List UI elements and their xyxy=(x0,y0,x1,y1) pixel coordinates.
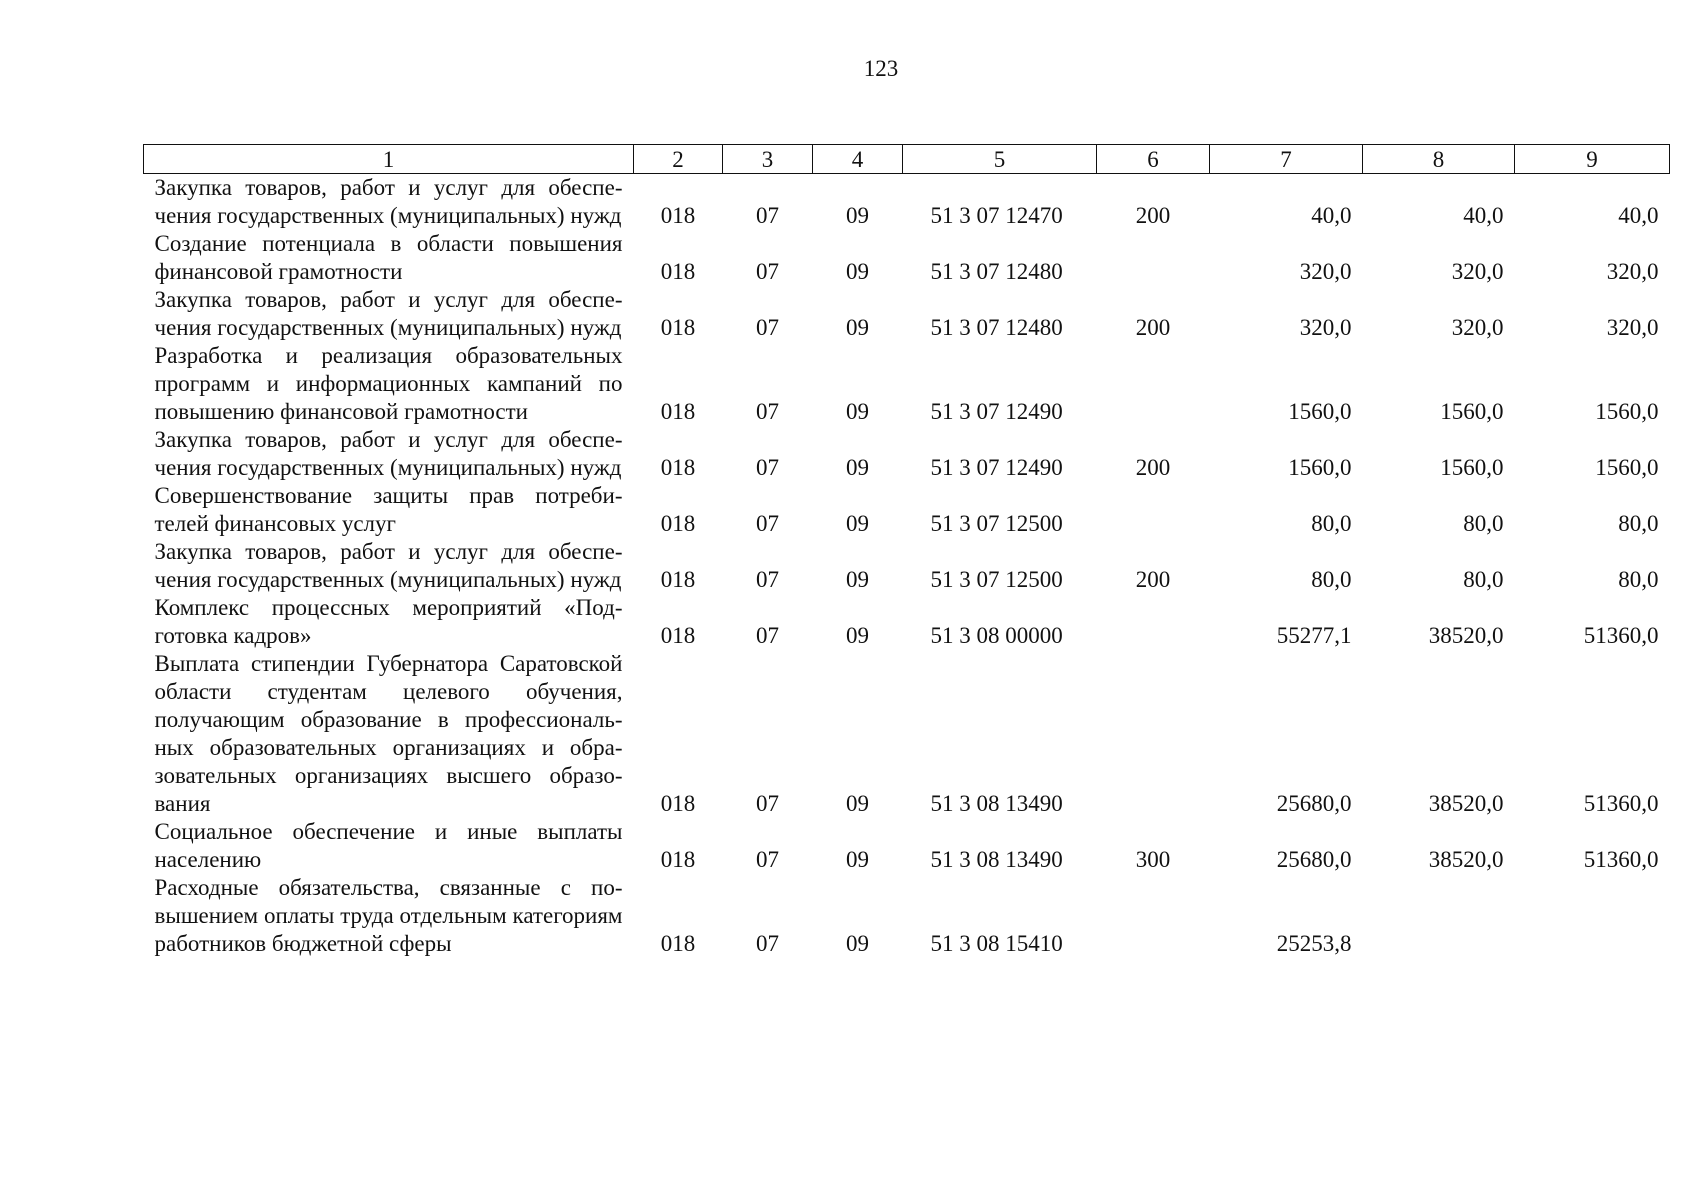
subsection-code: 09 xyxy=(846,623,869,648)
column-header: 9 xyxy=(1515,145,1670,174)
row-description: Закупка товаров, работ и услуг для обеспечения государственных (муниципальных) нужд xyxy=(154,539,623,592)
amount-col9: 320,0 xyxy=(1606,315,1659,340)
target-article-code: 51 3 08 15410 xyxy=(930,931,1063,956)
row-description: Комплекс процессных мероприятий «Подготовка кадров» xyxy=(154,595,623,648)
target-article-code: 51 3 07 12470 xyxy=(930,203,1063,228)
ministry-code: 018 xyxy=(660,567,696,592)
ministry-code: 018 xyxy=(660,931,696,956)
subsection-code: 09 xyxy=(846,203,869,228)
target-article-code: 51 3 07 12480 xyxy=(930,259,1063,284)
section-code: 07 xyxy=(756,455,779,480)
amount-col8: 320,0 xyxy=(1451,315,1504,340)
expense-type-code: 300 xyxy=(1135,847,1171,872)
table-row xyxy=(144,286,1670,342)
ministry-code: 018 xyxy=(660,315,696,340)
amount-col7: 25680,0 xyxy=(1276,847,1352,872)
amount-col9: 40,0 xyxy=(1618,203,1659,228)
subsection-code: 09 xyxy=(846,847,869,872)
amount-col7: 320,0 xyxy=(1299,259,1352,284)
amount-col8: 38520,0 xyxy=(1428,847,1504,872)
table-row xyxy=(144,594,1670,650)
expense-type-code xyxy=(1097,594,1210,650)
row-description: Закупка товаров, работ и услуг для обеспечения государственных (муниципальных) нужд xyxy=(154,287,623,340)
subsection-code: 09 xyxy=(846,455,869,480)
section-code: 07 xyxy=(756,259,779,284)
column-header: 8 xyxy=(1363,145,1515,174)
section-code: 07 xyxy=(756,791,779,816)
expense-type-code: 200 xyxy=(1135,567,1171,592)
column-header: 7 xyxy=(1210,145,1363,174)
amount-col9: 51360,0 xyxy=(1583,623,1659,648)
amount-col9 xyxy=(1515,874,1670,958)
ministry-code: 018 xyxy=(660,203,696,228)
expense-type-code xyxy=(1097,650,1210,818)
expense-type-code: 200 xyxy=(1135,203,1171,228)
amount-col7: 320,0 xyxy=(1299,315,1352,340)
section-code: 07 xyxy=(756,511,779,536)
amount-col7: 1560,0 xyxy=(1288,399,1352,424)
amount-col8: 1560,0 xyxy=(1440,399,1504,424)
subsection-code: 09 xyxy=(846,511,869,536)
amount-col9: 51360,0 xyxy=(1583,847,1659,872)
expense-type-code: 200 xyxy=(1135,315,1171,340)
row-description: Выплата стипендии Губернатора Саратовской области студентам целевого обучения, получающим образование в профессиональных образовательных организациях и образовательных организациях высшего образования xyxy=(154,651,623,816)
target-article-code: 51 3 07 12490 xyxy=(930,399,1063,424)
amount-col9: 320,0 xyxy=(1606,259,1659,284)
ministry-code: 018 xyxy=(660,259,696,284)
page-number: 123 xyxy=(863,56,899,81)
budget-table xyxy=(143,144,1670,958)
row-description: Закупка товаров, работ и услуг для обеспечения государственных (муниципальных) нужд xyxy=(154,427,623,480)
subsection-code: 09 xyxy=(846,315,869,340)
target-article-code: 51 3 07 12480 xyxy=(930,315,1063,340)
section-code: 07 xyxy=(756,623,779,648)
ministry-code: 018 xyxy=(660,847,696,872)
table-row xyxy=(144,874,1670,958)
amount-col9: 80,0 xyxy=(1618,511,1659,536)
subsection-code: 09 xyxy=(846,567,869,592)
amount-col8: 80,0 xyxy=(1463,567,1504,592)
amount-col9: 51360,0 xyxy=(1583,791,1659,816)
subsection-code: 09 xyxy=(846,259,869,284)
target-article-code: 51 3 08 00000 xyxy=(930,623,1063,648)
amount-col8: 80,0 xyxy=(1463,511,1504,536)
row-description: Расходные обязательства, связанные с повышением оплаты труда отдельным категориям работников бюджетной сферы xyxy=(154,875,623,956)
expense-type-code xyxy=(1097,482,1210,538)
expense-type-code xyxy=(1097,342,1210,426)
amount-col8 xyxy=(1363,874,1515,958)
amount-col8: 320,0 xyxy=(1451,259,1504,284)
header-row xyxy=(144,145,1670,174)
column-header: 3 xyxy=(723,145,813,174)
table-row xyxy=(144,426,1670,482)
table-row xyxy=(144,538,1670,594)
column-header: 5 xyxy=(903,145,1097,174)
row-description: Разработка и реализация образовательных программ и информационных кампаний по повышению финансовой грамотности xyxy=(154,343,623,424)
subsection-code: 09 xyxy=(846,791,869,816)
table-header xyxy=(144,145,1670,174)
section-code: 07 xyxy=(756,931,779,956)
table-row xyxy=(144,230,1670,286)
target-article-code: 51 3 08 13490 xyxy=(930,847,1063,872)
section-code: 07 xyxy=(756,567,779,592)
ministry-code: 018 xyxy=(660,511,696,536)
subsection-code: 09 xyxy=(846,931,869,956)
table-row xyxy=(144,482,1670,538)
target-article-code: 51 3 08 13490 xyxy=(930,791,1063,816)
target-article-code: 51 3 07 12500 xyxy=(930,567,1063,592)
amount-col9: 1560,0 xyxy=(1595,455,1659,480)
expense-type-code xyxy=(1097,874,1210,958)
amount-col9: 1560,0 xyxy=(1595,399,1659,424)
amount-col7: 40,0 xyxy=(1311,203,1352,228)
amount-col8: 38520,0 xyxy=(1428,623,1504,648)
subsection-code: 09 xyxy=(846,399,869,424)
target-article-code: 51 3 07 12500 xyxy=(930,511,1063,536)
table-body xyxy=(144,174,1670,959)
column-header: 1 xyxy=(144,145,634,174)
column-header: 6 xyxy=(1097,145,1210,174)
table-row xyxy=(144,818,1670,874)
expense-type-code: 200 xyxy=(1135,455,1171,480)
amount-col7: 25253,8 xyxy=(1276,931,1352,956)
ministry-code: 018 xyxy=(660,791,696,816)
table-row xyxy=(144,342,1670,426)
ministry-code: 018 xyxy=(660,623,696,648)
amount-col8: 1560,0 xyxy=(1440,455,1504,480)
row-description: Закупка товаров, работ и услуг для обеспечения государственных (муниципальных) нужд xyxy=(154,175,623,228)
amount-col8: 38520,0 xyxy=(1428,791,1504,816)
column-header: 4 xyxy=(813,145,903,174)
row-description: Совершенствование защиты прав потребителей финансовых услуг xyxy=(154,483,623,536)
section-code: 07 xyxy=(756,315,779,340)
row-description: Создание потенциала в области повышения финансовой грамотности xyxy=(154,231,623,284)
section-code: 07 xyxy=(756,399,779,424)
table-row xyxy=(144,174,1670,231)
amount-col7: 1560,0 xyxy=(1288,455,1352,480)
amount-col7: 55277,1 xyxy=(1276,623,1352,648)
target-article-code: 51 3 07 12490 xyxy=(930,455,1063,480)
amount-col7: 80,0 xyxy=(1311,511,1352,536)
amount-col7: 25680,0 xyxy=(1276,791,1352,816)
section-code: 07 xyxy=(756,847,779,872)
section-code: 07 xyxy=(756,203,779,228)
amount-col8: 40,0 xyxy=(1463,203,1504,228)
amount-col7: 80,0 xyxy=(1311,567,1352,592)
table-row xyxy=(144,650,1670,818)
expense-type-code xyxy=(1097,230,1210,286)
column-header: 2 xyxy=(634,145,723,174)
row-description: Социальное обеспечение и иные выплаты населению xyxy=(154,819,623,872)
ministry-code: 018 xyxy=(660,399,696,424)
ministry-code: 018 xyxy=(660,455,696,480)
amount-col9: 80,0 xyxy=(1618,567,1659,592)
